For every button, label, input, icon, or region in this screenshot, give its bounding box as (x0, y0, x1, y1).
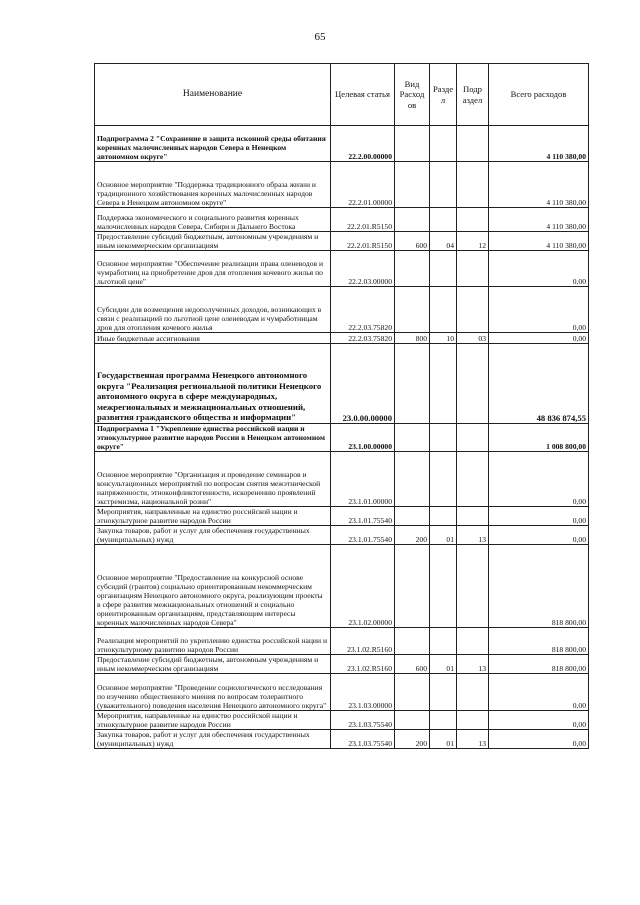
row-total-cell: 1 008 800,00 (489, 424, 589, 452)
row-total-cell: 4 110 380,00 (489, 162, 589, 208)
row-name-cell: Поддержка экономического и социального развития коренных малочисленных народов Севера, Сибири и Дальнего Востока (95, 208, 331, 232)
row-name-cell: Подпрограмма 2 "Сохранение и защита исконной среды обитания коренных малочисленных народов Севера в Ненецком автономном округе" (95, 126, 331, 162)
row-section-cell (430, 452, 457, 507)
table-row (95, 507, 589, 526)
row-kind-cell (395, 545, 430, 628)
row-total-cell: 0,00 (489, 730, 589, 749)
table-row (95, 162, 589, 208)
row-total-cell: 4 110 380,00 (489, 232, 589, 251)
header-expense-kind: Вид Расход ов (395, 64, 430, 126)
row-kind-cell (395, 674, 430, 711)
row-section-cell (430, 251, 457, 287)
row-section-cell: 10 (430, 333, 457, 344)
row-target-cell: 22.2.03.75820 (331, 287, 395, 333)
row-kind-cell: 200 (395, 526, 430, 545)
row-section-cell: 01 (430, 526, 457, 545)
table-header-row (95, 64, 589, 126)
row-section-cell (430, 287, 457, 333)
row-section-cell (430, 545, 457, 628)
row-target-cell: 23.1.01.00000 (331, 452, 395, 507)
table-row (95, 711, 589, 730)
row-kind-cell (395, 162, 430, 208)
row-section-cell: 01 (430, 730, 457, 749)
header-total: Всего расходов (489, 64, 589, 126)
row-name-cell: Основное мероприятие "Обеспечение реализации права оленеводов и чумработниц на приобретение дров для отопления кочевого жилья по льготной цене" (95, 251, 331, 287)
row-target-cell: 23.1.03.00000 (331, 674, 395, 711)
row-name-cell: Основное мероприятие "Организация и проведение семинаров и консультационных мероприятий по вопросам снятия межэтнической напряженности, этноконфликтогенности, искоренению проявлений экстремизма, национальной розни" (95, 452, 331, 507)
row-total-cell: 0,00 (489, 333, 589, 344)
row-kind-cell (395, 628, 430, 655)
table-row (95, 126, 589, 162)
table-row (95, 424, 589, 452)
header-section: Разде л (430, 64, 457, 126)
header-subsection: Подр аздел (457, 64, 489, 126)
row-target-cell: 23.1.00.00000 (331, 424, 395, 452)
table-row (95, 208, 589, 232)
row-subsection-cell (457, 711, 489, 730)
row-name-cell: Предоставление субсидий бюджетным, автономным учреждениям и иным некоммерческим организациям (95, 232, 331, 251)
row-total-cell: 0,00 (489, 507, 589, 526)
row-subsection-cell (457, 545, 489, 628)
row-target-cell: 23.1.03.75540 (331, 711, 395, 730)
row-total-cell: 818 800,00 (489, 545, 589, 628)
row-kind-cell (395, 507, 430, 526)
row-subsection-cell (457, 452, 489, 507)
row-subsection-cell: 03 (457, 333, 489, 344)
table-row (95, 287, 589, 333)
row-subsection-cell (457, 424, 489, 452)
row-section-cell (430, 126, 457, 162)
row-total-cell: 4 110 380,00 (489, 208, 589, 232)
header-name: Наименование (95, 64, 331, 126)
row-name-cell: Субсидии для возмещения недополученных доходов, возникающих в связи с реализацией по льготной цене оленеводам и чумработницам дров для отопления кочевого жилья (95, 287, 331, 333)
row-section-cell (430, 507, 457, 526)
row-kind-cell (395, 344, 430, 424)
row-kind-cell: 200 (395, 730, 430, 749)
row-target-cell: 22.2.00.00000 (331, 126, 395, 162)
row-target-cell: 23.1.01.75540 (331, 507, 395, 526)
row-subsection-cell: 12 (457, 232, 489, 251)
row-total-cell: 48 836 874,55 (489, 344, 589, 424)
table-row (95, 333, 589, 344)
row-section-cell (430, 208, 457, 232)
row-section-cell (430, 162, 457, 208)
row-kind-cell: 600 (395, 232, 430, 251)
row-target-cell: 23.1.02.R5160 (331, 628, 395, 655)
row-subsection-cell (457, 674, 489, 711)
row-subsection-cell: 13 (457, 730, 489, 749)
row-target-cell: 23.0.00.00000 (331, 344, 395, 424)
table-row (95, 655, 589, 674)
row-section-cell (430, 628, 457, 655)
row-subsection-cell: 13 (457, 655, 489, 674)
row-kind-cell (395, 287, 430, 333)
table-row (95, 251, 589, 287)
row-name-cell: Мероприятия, направленные на единство российской нации и этнокультурное развитие народов России (95, 711, 331, 730)
row-subsection-cell (457, 628, 489, 655)
table-row (95, 526, 589, 545)
table-row (95, 232, 589, 251)
row-subsection-cell: 13 (457, 526, 489, 545)
row-section-cell: 04 (430, 232, 457, 251)
row-total-cell: 0,00 (489, 711, 589, 730)
table-row (95, 628, 589, 655)
row-target-cell: 22.2.01.R5150 (331, 208, 395, 232)
table-row (95, 344, 589, 424)
row-kind-cell (395, 208, 430, 232)
row-target-cell: 23.1.02.R5160 (331, 655, 395, 674)
budget-table (94, 63, 589, 749)
row-section-cell (430, 424, 457, 452)
row-kind-cell (395, 452, 430, 507)
row-subsection-cell (457, 251, 489, 287)
row-total-cell: 0,00 (489, 251, 589, 287)
row-subsection-cell (457, 344, 489, 424)
row-name-cell: Закупка товаров, работ и услуг для обеспечения государственных (муниципальных) нужд (95, 730, 331, 749)
row-kind-cell: 600 (395, 655, 430, 674)
table-row (95, 674, 589, 711)
row-target-cell: 23.1.01.75540 (331, 526, 395, 545)
table-row (95, 730, 589, 749)
page-number: 65 (314, 31, 326, 43)
row-name-cell: Иные бюджетные ассигнования (95, 333, 331, 344)
row-name-cell: Основное мероприятие "Проведение социологического исследования по изучению общественного мнения по вопросам толерантного (уважительного) поведения населения Ненецкого автономного округа" (95, 674, 331, 711)
row-subsection-cell (457, 126, 489, 162)
table-row (95, 545, 589, 628)
row-name-cell: Государственная программа Ненецкого автономного округа "Реализация региональной политики Ненецкого автономного округа в сфере международных, межрегиональных и межнациональных отношений, развития гражданского общества и информации" (95, 344, 331, 424)
row-target-cell: 22.2.03.75820 (331, 333, 395, 344)
row-target-cell: 22.2.01.00000 (331, 162, 395, 208)
row-name-cell: Предоставление субсидий бюджетным, автономным учреждениям и иным некоммерческим организациям (95, 655, 331, 674)
row-target-cell: 22.2.01.R5150 (331, 232, 395, 251)
row-kind-cell (395, 251, 430, 287)
row-subsection-cell (457, 162, 489, 208)
table-body (95, 126, 589, 749)
row-total-cell: 0,00 (489, 452, 589, 507)
row-name-cell: Закупка товаров, работ и услуг для обеспечения государственных (муниципальных) нужд (95, 526, 331, 545)
row-total-cell: 0,00 (489, 287, 589, 333)
row-name-cell: Подпрограмма 1 "Укрепление единства российской нации и этнокультурное развитие народов России в Ненецком автономном округе" (95, 424, 331, 452)
row-kind-cell (395, 126, 430, 162)
row-subsection-cell (457, 507, 489, 526)
row-total-cell: 818 800,00 (489, 655, 589, 674)
row-subsection-cell (457, 208, 489, 232)
row-target-cell: 22.2.03.00000 (331, 251, 395, 287)
row-target-cell: 23.1.03.75540 (331, 730, 395, 749)
row-section-cell (430, 344, 457, 424)
row-kind-cell (395, 424, 430, 452)
row-section-cell (430, 674, 457, 711)
row-total-cell: 0,00 (489, 526, 589, 545)
header-target-article: Целевая статья (331, 64, 395, 126)
row-kind-cell: 800 (395, 333, 430, 344)
row-section-cell: 01 (430, 655, 457, 674)
row-total-cell: 0,00 (489, 674, 589, 711)
row-name-cell: Реализация мероприятий по укреплению единства российской нации и этнокультурному развитию народов России (95, 628, 331, 655)
row-name-cell: Основное мероприятие "Предоставление на конкурсной основе субсидий (грантов) социально ориентированным некоммерческим организациям Ненецкого автономного округа, реализующим проекты в сфере развития межнациональных отношений и социально ориентированным организациям, представляющим интересы коренных малочисленных народов Севера" (95, 545, 331, 628)
row-section-cell (430, 711, 457, 730)
row-name-cell: Основное мероприятие "Поддержка традиционного образа жизни и традиционного хозяйствования коренных малочисленных народов Севера в Ненецком автономном округе" (95, 162, 331, 208)
row-subsection-cell (457, 287, 489, 333)
row-target-cell: 23.1.02.00000 (331, 545, 395, 628)
row-name-cell: Мероприятия, направленные на единство российской нации и этнокультурное развитие народов России (95, 507, 331, 526)
row-kind-cell (395, 711, 430, 730)
row-total-cell: 4 110 380,00 (489, 126, 589, 162)
table-row (95, 452, 589, 507)
row-total-cell: 818 800,00 (489, 628, 589, 655)
